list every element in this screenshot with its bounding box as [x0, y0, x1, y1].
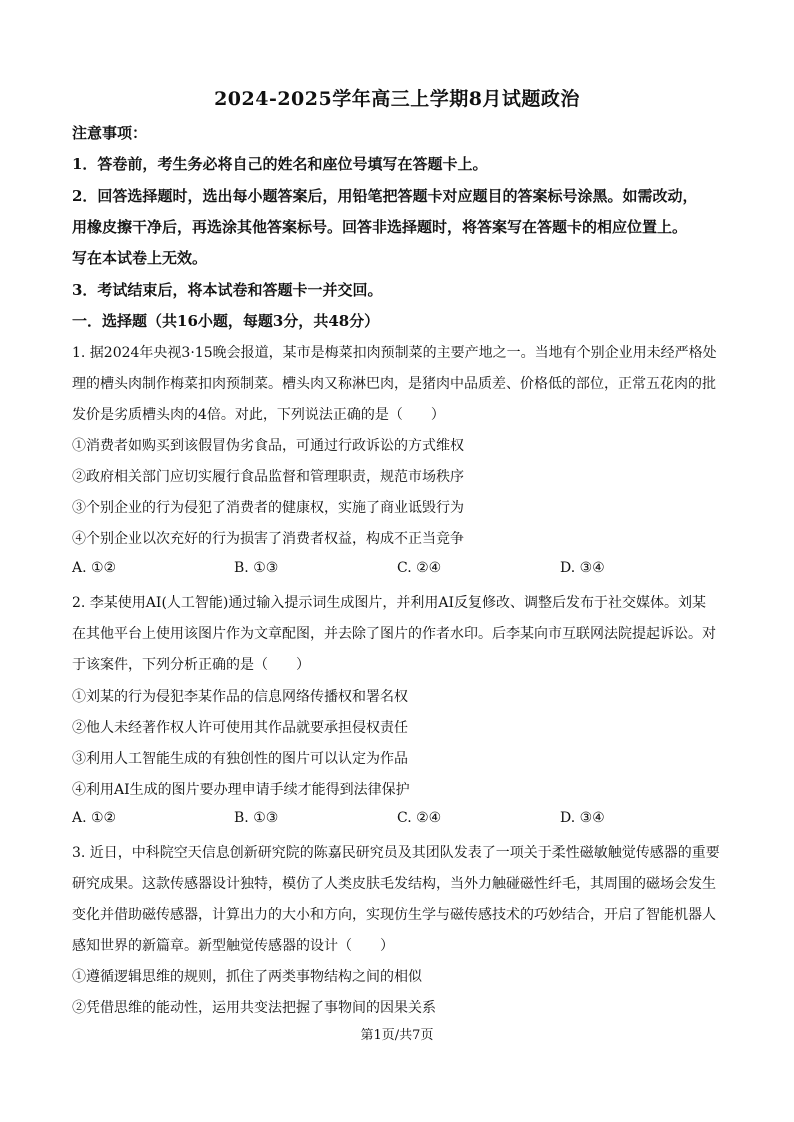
notice-item-3: 3．考试结束后，将本试卷和答题卡一并交回。: [72, 281, 383, 299]
q3-stem-line-4: 感知世界的新篇章。新型触觉传感器的设计（ ）: [72, 938, 394, 954]
q1-statement-3: ③个别企业的行为侵犯了消费者的健康权，实施了商业诋毁行为: [72, 500, 464, 516]
q1-option-a: A. ①②: [72, 560, 117, 576]
q2-statement-1: ①刘某的行为侵犯李某作品的信息网络传播权和署名权: [72, 689, 408, 705]
q1-option-b: B. ①③: [234, 560, 279, 576]
page-title: 2024-2025学年高三上学期8月试题政治: [214, 88, 580, 110]
q1-option-c: C. ②④: [397, 560, 442, 576]
q1-stem-line-1: 1. 据2024年央视3·15晚会报道，某市是梅菜扣肉预制菜的主要产地之一。当地有个别企业用未经严格处: [72, 345, 717, 361]
q2-statement-2: ②他人未经著作权人许可使用其作品就要承担侵权责任: [72, 720, 408, 736]
notice-item-1: 1．答卷前，考生务必将自己的姓名和座位号填写在答题卡上。: [72, 155, 488, 173]
q3-stem-line-2: 研究成果。这款传感器设计独特，模仿了人类皮肤毛发结构，当外力触碰磁性纤毛，其周围的磁场会发生: [72, 876, 716, 892]
q2-option-d: D. ③④: [560, 810, 605, 826]
q3-stem-line-1: 3. 近日，中科院空天信息创新研究院的陈嘉民研究员及其团队发表了一项关于柔性磁敏触觉传感器的重要: [72, 845, 720, 861]
q2-statement-4: ④利用AI生成的图片要办理申请手续才能得到法律保护: [72, 782, 410, 798]
q2-option-a: A. ①②: [72, 810, 117, 826]
notice-heading: 注意事项：: [72, 124, 148, 142]
q3-statement-1: ①遵循逻辑思维的规则，抓住了两类事物结构之间的相似: [72, 969, 422, 985]
q1-stem-line-2: 理的槽头肉制作梅菜扣肉预制菜。槽头肉又称淋巴肉，是猪肉中品质差、价格低的部位，正常五花肉的批: [72, 376, 716, 392]
notice-item-2-line-2: 用橡皮擦干净后，再选涂其他答案标号。回答非选择题时，将答案写在答题卡的相应位置上。: [72, 218, 688, 236]
q1-statement-4: ④个别企业以次充好的行为损害了消费者权益，构成不正当竞争: [72, 531, 464, 547]
notice-item-2-line-3: 写在本试卷上无效。: [72, 249, 208, 267]
q1-statement-2: ②政府相关部门应切实履行食品监督和管理职责，规范市场秩序: [72, 469, 464, 485]
q2-option-c: C. ②④: [397, 810, 442, 826]
notice-item-2-line-1: 2．回答选择题时，选出每小题答案后，用铅笔把答题卡对应题目的答案标号涂黑。如需改动，: [72, 187, 698, 205]
q1-option-d: D. ③④: [560, 560, 605, 576]
page-number-footer: 第1页/共7页: [360, 1028, 434, 1043]
q3-stem-line-3: 变化并借助磁传感器，计算出力的大小和方向，实现仿生学与磁传感技术的巧妙结合，开启了智能机器人: [72, 907, 716, 923]
q1-stem-line-3: 发价是劣质槽头肉的4倍。对此，下列说法正确的是（ ）: [72, 407, 445, 423]
q1-statement-1: ①消费者如购买到该假冒伪劣食品，可通过行政诉讼的方式维权: [72, 438, 464, 454]
q2-statement-3: ③利用人工智能生成的有独创性的图片可以认定为作品: [72, 751, 408, 767]
q2-stem-line-1: 2. 李某使用AI(人工智能)通过输入提示词生成图片，并利用AI反复修改、调整后发布于社交媒体。刘某: [72, 595, 707, 611]
section-heading: 一．选择题（共16小题，每题3分，共48分）: [72, 312, 380, 330]
q2-option-b: B. ①③: [234, 810, 279, 826]
q3-statement-2: ②凭借思维的能动性，运用共变法把握了事物间的因果关系: [72, 1000, 436, 1016]
q2-stem-line-3: 于该案件，下列分析正确的是（ ）: [72, 657, 310, 673]
q2-stem-line-2: 在其他平台上使用该图片作为文章配图，并去除了图片的作者水印。后李某向市互联网法院提起诉讼。对: [72, 626, 716, 642]
